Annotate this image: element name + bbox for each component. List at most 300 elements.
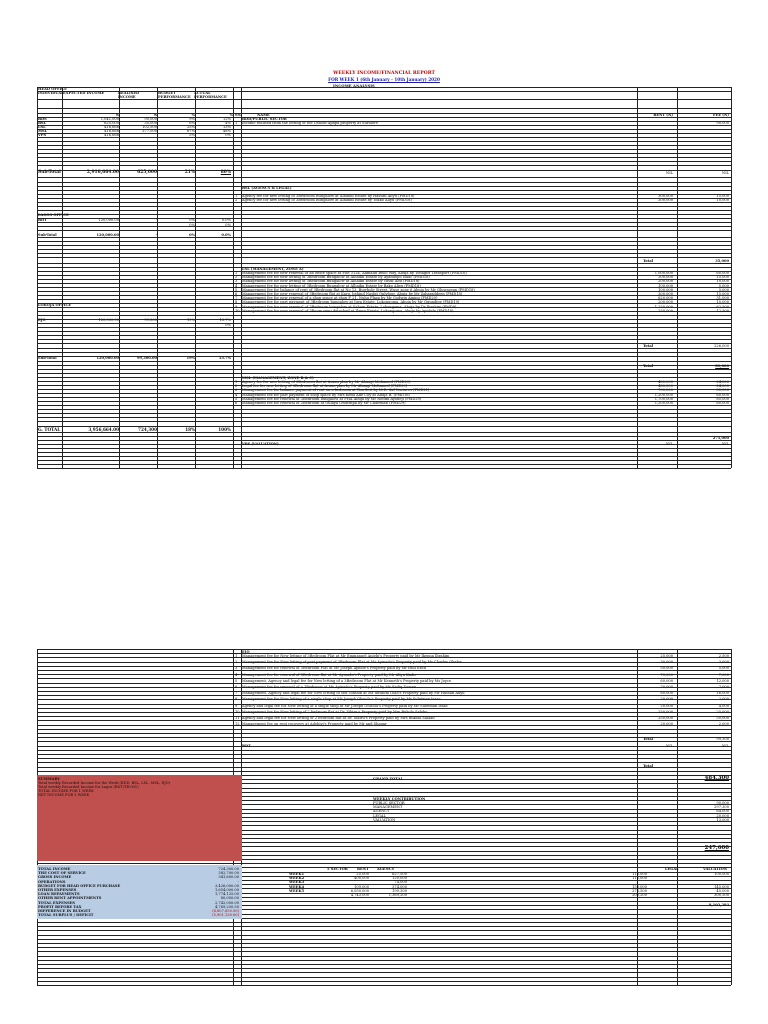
ejo-rows-fee: 7,000 xyxy=(718,685,729,689)
msl-rows-fee: 85,000 xyxy=(716,396,729,401)
bottom-grid-hline xyxy=(37,943,731,944)
top-grid-hline xyxy=(37,456,731,457)
contrib-row-value: 20,000 xyxy=(716,813,729,818)
ejo-rows-rent: 250,000 xyxy=(658,709,673,714)
top-grid-hline xyxy=(37,440,731,441)
week-row-c: 115,000 xyxy=(632,876,647,881)
top-grid-hline xyxy=(37,409,731,410)
ejo-rows-rent: 60,000 xyxy=(660,678,673,683)
subtotal1-actual: 80% xyxy=(220,170,231,175)
contrib-row-value: 64,000 xyxy=(716,809,729,814)
lsl-rows-rent: 1,000,000 xyxy=(654,271,673,275)
left-row-actual: 48% xyxy=(223,129,231,133)
lsl-rows-name: Management fee for new renewal of a shop space at shop F 21, Nuhu Plaza by Mr Godwin Aminu (PMD20) xyxy=(242,296,438,301)
lsl-rows-sn: 5 xyxy=(235,287,238,292)
summary-line-1: Total weekly Recorded Income for the Week (BDD, BSL, LSL, MSL, EJO) xyxy=(38,781,171,785)
top-grid-hline xyxy=(37,323,731,324)
bottom-grid-vline xyxy=(731,649,732,985)
ejo-rows-sn: 5 xyxy=(235,678,238,683)
bottom-grid-hline xyxy=(37,977,731,978)
bottom-grid-hline xyxy=(37,947,731,948)
lsl-rows-rent: 200,000 xyxy=(658,279,673,284)
bottom-grid-hline xyxy=(37,981,731,982)
top-grid-hline xyxy=(37,99,731,100)
top-grid-hline xyxy=(37,339,731,340)
top-grid-hline xyxy=(37,137,731,138)
left-row-budget: 6% xyxy=(189,121,195,125)
top-grid-hline xyxy=(37,214,731,215)
msl-rows-rent: 1,200,000 xyxy=(654,392,673,397)
income-row-label: OTHER EXPENSES xyxy=(38,888,77,892)
subtotal1-label: Sub-Total xyxy=(38,170,61,175)
left-row-expected: 1,041,000 xyxy=(100,117,119,121)
ejo-rows-sn: 1 xyxy=(235,654,238,658)
msl-rows-sn: 5 xyxy=(235,396,238,401)
subtotal2-realised: - xyxy=(155,233,157,237)
top-grid-hline xyxy=(37,222,731,223)
bottom-grid-hline xyxy=(37,926,731,927)
lsl-rows-sn: 2 xyxy=(235,275,238,280)
contrib-row-value: 13,000 xyxy=(716,817,729,822)
ejo-rows-fee: 50,000 xyxy=(716,716,729,720)
top-grid-hline xyxy=(37,365,731,366)
income-row-value: 3,426,000.00 xyxy=(214,883,239,888)
msl-rows-sn: 2 xyxy=(235,384,238,389)
week-row-d: 300,300 xyxy=(714,893,729,897)
ejo-rows-rent: 250,000 xyxy=(658,716,673,720)
bsl-rows-name: Agency fee for new letting of 3Bedroom Bungalow at Alhaiku Estate by Tokko Aliyu (PMD18) xyxy=(242,198,412,202)
income-row-value: 724,300.00 xyxy=(218,867,239,871)
left-row-expected: 625,000 xyxy=(104,121,119,125)
nil-2: NIL xyxy=(666,442,673,446)
left-row-budget: 67% xyxy=(187,129,195,133)
bottom-grid-hline xyxy=(37,695,731,696)
total-bsl: 35,000 xyxy=(715,259,729,263)
contrib-total: 247,600 xyxy=(704,845,729,851)
top-grid-hline xyxy=(37,436,731,437)
week-row-a: 109,000 xyxy=(354,884,369,889)
top-grid-hline xyxy=(37,377,731,378)
right-total: 8,102,293 xyxy=(708,903,729,907)
contrib-row-label: AGENCY xyxy=(373,809,390,814)
subtotal2-label: Sub-Total xyxy=(38,233,57,237)
subtotal1-budget: 21% xyxy=(184,170,195,175)
bottom-grid-hline xyxy=(37,708,731,709)
top-grid-hline xyxy=(37,177,731,178)
msl-rows-rent: 1,700,000 xyxy=(654,396,673,401)
lsl-rows-rent: 1,250,000 xyxy=(654,304,673,309)
week-row-b: 374,000 xyxy=(392,884,407,889)
ejo-rows-name: Management fee for New letting of a single shop at Mr Joseph Olusola's Property paid by Mr Suleiman Isaac xyxy=(242,697,441,702)
week-row-c: 110,000 xyxy=(632,872,647,876)
income-row-value: 1,654,000.00 xyxy=(214,888,239,892)
col-realised: REALISED INCOME xyxy=(118,91,140,99)
msl-rows-sn: 4 xyxy=(235,392,238,397)
ejo-label: EJO xyxy=(242,650,250,654)
lsl-rows-rent: 200,000 xyxy=(658,300,673,305)
report-title: WEEKLY INCOME/FINANCIAL REPORT xyxy=(333,71,435,76)
bsl-rows-fee: 15,000 xyxy=(716,194,729,198)
top-grid-hline xyxy=(37,327,731,328)
col-rent: RENT (N) xyxy=(653,113,673,117)
col-name: NAME xyxy=(257,113,270,117)
ejo-rows-sn: 11 xyxy=(235,716,240,720)
income-row-label: THE COST OF SERVICE xyxy=(38,871,86,876)
msl-rows-sn: 1 xyxy=(235,380,238,384)
bottom-grid-hline xyxy=(37,771,731,772)
msl-rows-rent: 1,200,000 xyxy=(654,401,673,405)
lagos-row-name: BDT xyxy=(38,218,47,222)
bottom-grid-hline xyxy=(37,951,731,952)
top-grid-hline xyxy=(37,460,731,461)
week-row-b: 1,369,200 xyxy=(388,893,407,897)
top-grid-hline xyxy=(37,263,731,264)
bsl-label: BSL (AGENCY & LEGAL) xyxy=(242,186,292,190)
lsl-rows-rent: 100,000 xyxy=(658,287,673,292)
lsl-rows-name: Management fee for new renewal of 3Bedroom bungalow at Saham Estate, Lokongoma, Abuja by Dr Ibrahim (PMD9) xyxy=(242,304,457,309)
summary-line-3: TOTAL INCOME FOR 1 WEEK xyxy=(38,789,94,793)
contrib-row-label: LEGAL xyxy=(373,813,386,818)
top-grid-vline xyxy=(731,87,732,468)
lsl-rows-fee: 12,500 xyxy=(716,308,729,313)
bottom-grid-hline xyxy=(37,960,731,961)
lsl-rows-fee: 10,000 xyxy=(716,300,729,305)
top-grid-hline xyxy=(37,226,731,227)
top-grid-hline xyxy=(37,245,731,246)
week-row-name: WEEK3 xyxy=(289,880,305,885)
top-grid-vline xyxy=(233,87,234,468)
col-actual: ACTUAL PERFORMANCE xyxy=(194,91,227,99)
total-bsl-label: Total xyxy=(643,259,654,263)
bsl-rows-rent: 200,000 xyxy=(658,198,673,202)
week-row-a: 6,050,000 xyxy=(350,888,369,893)
msl-rows-sn: 3 xyxy=(235,388,238,393)
bottom-grid-hline xyxy=(37,956,731,957)
ejo-rows-sn: 6 xyxy=(235,685,238,689)
bdt-label: BDT xyxy=(242,744,251,748)
lokoja-row-realised: 99,300 xyxy=(144,318,157,322)
top-grid-hline xyxy=(37,432,731,433)
msl-rows-fee: 60,000 xyxy=(716,401,729,405)
msl-rows-name: Legal fee for new letting of 3Bedroom flat at Avaan plan by Mr Abaagi Mohamed (PMD29) xyxy=(242,384,408,389)
bdd-row-sn: 1 xyxy=(235,121,238,125)
left-row-budget: 5% xyxy=(189,133,195,137)
top-grid-vline xyxy=(157,87,158,468)
report-subtitle: FOR WEEK 1 (6th January - 10th January) 2020 xyxy=(328,77,440,82)
lagos-label: LAGOS OFFICE xyxy=(38,213,69,217)
income-row-value: 80,050.00 xyxy=(220,896,239,901)
bsl-rows-sn: 1 xyxy=(235,194,238,198)
top-grid-hline xyxy=(37,206,731,207)
top-grid-hline xyxy=(37,361,731,362)
top-grid-vline xyxy=(37,87,38,468)
week-row-name: WEEK4 xyxy=(289,884,305,889)
lsl-rows-fee: 15,000 xyxy=(716,292,729,296)
top-grid-hline xyxy=(37,413,731,414)
msl-rows-name: Management fee for renewal of 2Bedroom at Oulaya Gwarinpa by Mr Chairman (PMD29) xyxy=(242,401,406,405)
bottom-grid-hline xyxy=(37,733,731,734)
section-title: INCOME ANALYSIS xyxy=(333,83,375,88)
top-grid-hline xyxy=(37,149,731,150)
top-grid-hline xyxy=(37,108,731,109)
msl-rows-fee: 35,000 xyxy=(716,388,729,393)
col-budget: BUDGET PERFORMANCE xyxy=(158,91,191,99)
total-lsl: 226,000 xyxy=(714,344,729,348)
left-row-budget: 9% xyxy=(189,117,195,121)
msl-rows-rent: 480,000 xyxy=(658,384,673,389)
income-row-label: PROFIT BEFORE TAX xyxy=(38,904,82,909)
lsl-rows-fee: 31,000 xyxy=(716,296,729,301)
lsl-rows-sn: 6 xyxy=(235,292,238,296)
ejo-rows-fee: 2,000 xyxy=(718,722,729,727)
subtotal1-realised: 625,000 xyxy=(137,170,157,175)
week-row-c: 275,500 xyxy=(632,888,647,893)
contrib-row-value: 90,000 xyxy=(716,801,729,805)
total-msl-label: Total xyxy=(643,364,654,368)
week-row-b: 120,000 xyxy=(392,876,407,881)
top-grid-hline xyxy=(37,373,731,374)
week-row-name: WEEK2 xyxy=(289,876,305,881)
top-grid-hline xyxy=(37,237,731,238)
summary-line-2: Total weekly Recorded Income for Lagos (BDT/TB-001) xyxy=(38,785,139,789)
bottom-grid-hline xyxy=(37,758,731,759)
lsl-rows-fee: 10,000 xyxy=(716,279,729,284)
ejo-rows-sn: 2 xyxy=(235,660,238,665)
lsl-rows-fee: 15,000 xyxy=(716,275,729,280)
income-row-label: OTHER RENT APPOINTMENTS xyxy=(38,896,102,901)
summary-line-4: NET INCOME FOR 1 WEEK xyxy=(38,793,90,797)
week-col-head: LEGAL xyxy=(665,867,679,871)
week-row-a: 25,000 xyxy=(356,872,369,876)
top-grid-hline xyxy=(37,190,731,191)
top-grid-hline xyxy=(37,331,731,332)
income-row-value: (4,807,650.50) xyxy=(212,909,239,913)
bottom-grid-hline xyxy=(37,935,731,936)
ejo-rows-sn: 10 xyxy=(235,709,240,714)
lsl-rows-name: Management fee for new letting of 3Bedroom Bungalow at Alhaiku Estate by Ayandopo Isaac (PMD18) xyxy=(242,275,430,280)
top-grid-hline xyxy=(37,141,731,142)
bottom-grid-hline xyxy=(37,746,731,747)
income-row-label: DIFFERENCE IN BUDGET xyxy=(38,909,91,913)
top-grid-hline xyxy=(37,210,731,211)
week-row-b: 74,000 xyxy=(394,880,407,885)
nil-2b: NIL xyxy=(722,442,729,446)
bsl-rows-name: Agency fee for new letting of 3Bedroom Bungalow at Alhaiku Estate by Hassan Aliyu (PMD18) xyxy=(242,194,415,198)
lsl-rows-rent: 300,000 xyxy=(658,292,673,296)
left-row-name: LSL xyxy=(38,125,46,129)
income-row-label: BUDGET FOR HEAD OFFICE PURCHASE xyxy=(38,883,121,888)
subtotal2-expected: 120,000.00 xyxy=(96,233,119,237)
grand-expected: 3,956,664.00 xyxy=(88,427,119,432)
income-row-value: 1,774,125.00 xyxy=(214,892,239,897)
ejo-rows-name: Management, Agency and legal fee for New letting of a 3Bedroom Flat at Mr Kenneth's Property paid by Ms Joyce xyxy=(242,678,452,683)
week-row-d: 145,000 xyxy=(714,884,729,889)
lsl-rows-rent: 100,000 xyxy=(658,283,673,288)
lsl-rows-name: Management fee for new letting of 3Bedroom Bungalow at Alhaiku Estate by Bako Aliyu (PMD18) xyxy=(242,283,421,288)
ejo-rows-fee: 5,000 xyxy=(718,666,729,671)
lagos-row-budget: 0% xyxy=(189,218,195,222)
ejo-rows-fee: 2,500 xyxy=(718,654,729,658)
msl-rows-fee: 24,000 xyxy=(716,380,729,384)
lsl-rows-fee: 60,000 xyxy=(716,271,729,275)
ejo-rows-fee: 2,000 xyxy=(718,697,729,702)
bottom-grid-hline xyxy=(37,767,731,768)
bdd-row-name: Income realised from the letting of the Oshodi-Apapa property at Surulere xyxy=(242,121,378,125)
lagos-row-realised: - xyxy=(155,218,157,222)
ejo-rows-rent: 80,000 xyxy=(660,691,673,696)
lsl-rows-name: Management fee for balance of rent of 3Bedroom flat at No 13, Borrhole Street, Wuse zone 6 Abuja by Mr Oluwaseun (PMD18) xyxy=(242,287,475,292)
msl-rows-name: Management fee for part payment of shop space by Mrs Kemi Ade Coy at Abuja B. (PMD16) xyxy=(242,392,410,397)
lokoja-row-budget: 19% xyxy=(187,318,195,322)
lsl-rows-rent: 200,000 xyxy=(658,275,673,280)
lsl-rows-fee: 62,500 xyxy=(716,304,729,309)
lsl-rows-sn: 3 xyxy=(235,279,238,284)
subtotal3-realised: 99,300.00 xyxy=(136,356,157,360)
top-grid-hline xyxy=(37,249,731,250)
top-grid-hline xyxy=(37,348,731,349)
col-expected: EXPECTED INCOME xyxy=(63,91,105,95)
ejo-rows-name: Management fee for New letting of 2 bedroom flat at Dr. Sikiru's Property paid by Mrs Bukola Salako xyxy=(242,709,428,714)
bottom-grid-hline xyxy=(37,972,731,973)
top-grid-vline xyxy=(195,87,196,468)
lagos-row-expected: 120,000.00 xyxy=(98,218,119,222)
top-grid-hline xyxy=(37,253,731,254)
ejo-rows-rent: 70,000 xyxy=(660,672,673,677)
top-grid-hline xyxy=(37,421,731,422)
left-row-expected: 416,666 xyxy=(104,133,119,137)
top-grid-hline xyxy=(37,161,731,162)
ejo-rows-name: Management fee for New letting of part payment of 3Bedroom Flat at Mr Ayinadu's Property paid by Mr Charles Okafor xyxy=(242,660,462,665)
top-grid-hline xyxy=(37,153,731,154)
lsl-rows-fee: 5,000 xyxy=(718,283,729,288)
sheet-top: WEEKLY INCOME/FINANCIAL REPORT FOR WEEK 1 (6th January - 10th January) 2020 INCOME ANALYSIS HEAD OFFICE INDIVIDUAL EXPECTED INCOME REALISED INCOME BUDGET PERFORMANCE ACTUAL PERFORMANCE N N % % BDS 1,041,000 90,000 9% 12% BSL 625,000 35,000 6% 4% LSL 416,666 102,500 25% 13% MSL 416,666 377,500 67% 48% VPS 416,666 5% 0% Sub-Total 2,916,664.00 625,000 21% 80% LAGOS OFFICE BDT 120,000.00 - 0% 0.0% 0% 0% Sub-Total 120,000.00 - 0% 0.0% LOKOJA OFFICE EJO 120,000.00 99,300 19% 13.7% 0% Sub-Total 120,000.00 99,300.00 19% 13.7% G. TOTAL 3,956,664.00 724,300 18% 100% SN NAME RENT (N) FEE (N) BDD/PUBLIC SECTOR 1 Income realised from the letting of the Oshodi-Apapa property at Surulere 90,000 NIL NIL BSL (AGENCY & LEGAL) 1 Agency fee for new letting of 3Bedroom Bungalow at Alhaiku Estate by Hassan Aliyu (PMD18) 300,000 15,000 2 Agency fee for new letting of 3Bedroom Bungalow at Alhaiku Estate by Tokko Aliyu (PMD18) 200,000 10,000 Total 35,000 LSL (MANAGEMENT, ZONE A) 1 Management fee for new renewal of an office space at Plot 3124, Ahmadu Bello Way, Abuja by Tonagift Transport (PMD16) 1,000,000 60,000 2 Management fee for new letting of 3Bedroom Bungalow at Alhaiku Estate by Ayandopo Isaac (PMD18) 200,000 15,000 3 Management fee for new letting of 3Bedroom Bungalow at Alhaiku Estate by Yusuf Abu (PMD18) 200,000 10,000 4 Management fee for new letting of 3Bedroom Bungalow at Alhaiku Estate by Bako Aliyu (PMD18) 100,000 5,000 5 Management fee for balance of rent of 3Bedroom flat at No 13, Borrhole Street, Wuse zone 6 Abuja by Mr Oluwaseun (PMD18) 100,000 5,000 6 Management fee for new renewal of 3Bedroom flat at Karu, behind Nasfat Onlyfour, Abuja by Mr Zaharaddeen (PMD18) 300,000 15,000 7 Management fee for new renewal of a shop space at shop F 21, Nuhu Plaza by Mr Godwin Aminu (PMD20) 620,000 31,000 8 Management fee for part payment of 3Bedroom bungalow at Jiwa Estate, Lokongoma, Abuja by Mr Ogundipe (PMD19) 200,000 10,000 9 Management fee for new renewal of 3Bedroom bungalow at Saham Estate, Lokongoma, Abuja by Dr Ibrahim (PMD9) 1,250,000 62,500 10 Management fee for new renewal of 3Room semi detached at Ilamu Estate, Lokongoma, Abuja by Ayodele (PMD18) 250,000 12,500 Total 226,000 Total 81,000 MSL (MANAGEMENT, ZONE B & C) 1 Agency fee for new letting of 3Bedroom flat at Avaan plan by Mr Abaagi Mohamed (PMD29) 480,000 24,000 2 Legal fee for new letting of 3Bedroom flat at Avaan plan by Mr Abaagi Mohamed (PMD29) 480,000 24,000 3 Management fee for balance payment of rent on a bedroom at Tim Sett by M.D. Sal Ventures (PMD21) 700,000 35,000 4 Management fee for part payment of shop space by Mrs Kemi Ade Coy at Abuja B. (PMD16) 1,200,000 60,000 5 Management fee for renewal of 3Bedroom bungalow at FHA Abuja by Mr Rotimi Ayodeji (PMD29) 1,700,000 85,000 6 Management fee for renewal of 2Bedroom at Oulaya Gwarinpa by Mr Chairman (PMD29) 1,200,000 60,000 275,000 VPS (VALUATION) NIL NIL xyxy=(37,70,731,470)
top-grid-hline xyxy=(37,157,731,158)
left-row-actual: 0% xyxy=(225,133,231,137)
lsl-rows-name: Management fee for new letting of 3Bedroom Bungalow at Alhaiku Estate by Yusuf Abu (PMD18) xyxy=(242,279,420,284)
lsl-rows-sn: 1 xyxy=(235,271,238,275)
left-row-name: MSL xyxy=(38,129,48,133)
msl-total: 81,000 xyxy=(715,364,729,368)
left-row-actual: 13% xyxy=(223,125,231,129)
msl-rows-sn: 6 xyxy=(235,401,238,405)
income-row-label: TOTAL SURPLUS / DEFICIT xyxy=(38,913,94,918)
ejo-rows-fee: 3,000 xyxy=(718,660,729,665)
left-row-actual: 12% xyxy=(223,117,231,121)
left-row-realised: 35,000 xyxy=(144,121,157,125)
grand-label: G. TOTAL xyxy=(38,427,61,432)
msl-label: MSL (MANAGEMENT, ZONE B & C) xyxy=(242,376,314,380)
week-col-head: AGENCY xyxy=(377,867,395,871)
top-grid-hline xyxy=(37,186,731,187)
top-grid-hline xyxy=(37,145,731,146)
week-col-head: VALUATION xyxy=(703,867,728,871)
ejo-rows-name: Management fee for renewal of 3Bedroom Flat at Mr Joseph Ayinde's Property paid by Mr Paul Ezeh xyxy=(242,666,426,671)
left-row-expected: 416,666 xyxy=(104,125,119,129)
ejo-rows-sn: 12 xyxy=(235,722,240,727)
top-grid-hline xyxy=(37,241,731,242)
lagos-row-actual: 0.0% xyxy=(221,218,231,222)
ejo-rows-fee: 12,000 xyxy=(716,678,729,683)
ejo-rows-name: Agency and legal fee for New letting of a single shop at Mr Joseph Olusola's Property paid by Mr Suleiman Isaac xyxy=(242,703,448,708)
ejo-rows-rent: 70,000 xyxy=(660,685,673,689)
top-grid-hline xyxy=(37,230,731,231)
nil-1: NIL xyxy=(722,171,729,175)
msl-sum: 275,000 xyxy=(712,436,729,440)
top-grid-hline xyxy=(37,315,731,316)
top-grid-hline xyxy=(37,369,731,370)
bottom-grid-hline xyxy=(37,754,731,755)
week-row-d: 45,000 xyxy=(716,888,729,893)
top-grid-hline xyxy=(37,448,731,449)
ejo-rows-fee: 4,000 xyxy=(718,703,729,708)
lsl-rows-name: Management fee for new renewal of an office space at Plot 3124, Ahmadu Bello Way, Abuja by Tonagift Transport (PMD16) xyxy=(242,271,467,275)
income-row-value: (5,901,130.00) xyxy=(212,913,239,918)
top-grid-hline xyxy=(37,464,731,465)
bottom-grid-hline xyxy=(37,930,731,931)
top-grid-hline xyxy=(37,417,731,418)
ejo-rows-name: Management fee for renewal of 3Bedroom flat at Mr Ayinadu's Property paid by Mr Aliyu Kadir xyxy=(242,672,417,677)
bottom-grid-hline xyxy=(37,762,731,763)
income-row-value: - xyxy=(237,879,239,884)
ejo-rows-rent: 25,000 xyxy=(660,654,673,658)
sheet-bottom xyxy=(37,647,731,987)
bottom-grid-hline xyxy=(37,968,731,969)
ejo-rows-rent: 50,000 xyxy=(660,666,673,671)
grand-actual: 100% xyxy=(218,427,231,432)
lsl-rows-rent: 620,000 xyxy=(658,296,673,301)
contrib-row-label: PUBLIC SECTOR xyxy=(373,801,405,805)
left-row-realised: 90,000 xyxy=(144,117,157,121)
top-grid-hline xyxy=(37,468,731,469)
top-grid-vline xyxy=(119,87,120,468)
ejo-rows-rent: 20,000 xyxy=(660,697,673,702)
left-row-name: BDS xyxy=(38,117,47,121)
bottom-grid-hline xyxy=(37,737,731,738)
income-row-label: LOAN REPAYMENTS xyxy=(38,892,80,897)
total-lsl-label: Total xyxy=(643,344,654,348)
bottom-grid-hline xyxy=(37,985,731,986)
ejo-total: 99,300 xyxy=(716,737,729,741)
week-col-head: 5 SECTOR xyxy=(327,867,348,871)
top-grid-hline xyxy=(37,182,731,183)
grand-total-value: 484,300 xyxy=(704,775,729,781)
top-grid-hline xyxy=(37,343,731,344)
lokoja-row-actual: 13.7% xyxy=(219,318,231,322)
top-grid-hline xyxy=(37,165,731,166)
left-row-realised: 377,500 xyxy=(142,129,157,133)
top-grid-hline xyxy=(37,202,731,203)
income-row-label: OPERATIONS xyxy=(38,879,66,884)
top-grid-hline xyxy=(37,133,731,134)
ejo-rows-sn: 9 xyxy=(235,703,238,708)
col-individual: INDIVIDUAL xyxy=(38,91,64,95)
ejo-rows-rent: 30,000 xyxy=(660,660,673,665)
left-row-expected: 416,666 xyxy=(104,129,119,133)
week-row-c: 150,000 xyxy=(632,884,647,889)
bsl-rows-sn: 2 xyxy=(235,198,238,202)
col-head-office: HEAD OFFICE xyxy=(38,87,67,91)
msl-rows-rent: 480,000 xyxy=(658,380,673,384)
contrib-row-label: MANAGEMENT xyxy=(373,805,403,810)
income-row-value: 341,600.00 xyxy=(218,875,239,880)
lokoja-row-name: EJO xyxy=(38,318,46,322)
lsl-rows-name: Management fee for new renewal of 3Bedroom flat at Karu, behind Nasfat Onlyfour, Abuja by Mr Zaharaddeen (PMD18) xyxy=(242,292,463,296)
week-row-c: 200,200 xyxy=(632,893,647,897)
vps-label: VPS (VALUATION) xyxy=(242,442,279,446)
ejo-rows-rent: 20,000 xyxy=(660,703,673,708)
bsl-rows-fee: 10,000 xyxy=(716,198,729,202)
top-grid-hline xyxy=(37,335,731,336)
